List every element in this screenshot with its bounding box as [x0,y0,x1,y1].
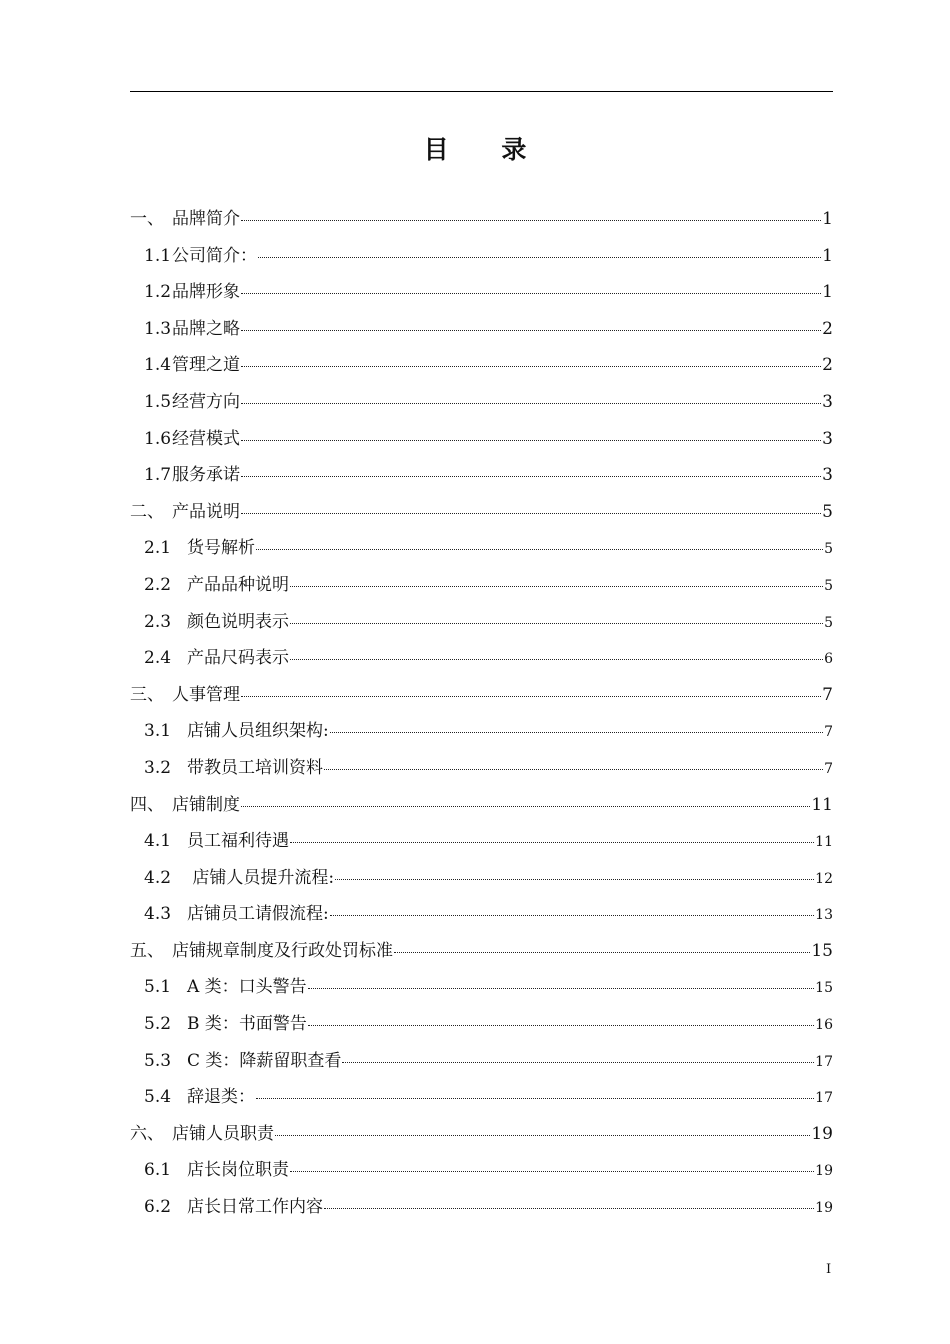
header-rule [130,91,833,92]
toc-entry-number: 6.1 [144,1160,172,1181]
toc-entry-label: C 类：降薪留职查看 [187,1050,342,1071]
toc-entry-page: 19 [815,1200,833,1217]
toc-entry-label: 颜色说明表示 [187,611,289,632]
toc-entry[interactable] [130,241,833,278]
toc-entry-label: 产品尺码表示 [187,648,289,669]
toc-leader-dots [256,549,823,550]
toc-entry-page: 6 [824,651,833,668]
toc-leader-dots [394,952,810,953]
toc-entry-page: 11 [815,834,833,851]
toc-entry[interactable] [130,460,833,497]
footer-page-number: I [826,1262,832,1277]
toc-entry[interactable] [130,497,833,534]
toc-entry-number: 4.1 [144,831,172,852]
toc-leader-dots [256,1098,814,1099]
toc-entry-label: 带教员工培训资料 [187,757,323,778]
toc-entry-page: 16 [815,1017,833,1034]
toc-leader-dots [290,659,823,660]
toc-entry-number: 1.5 [144,391,172,412]
toc-entry-page: 5 [824,541,833,558]
toc-entry[interactable] [130,826,833,863]
page-title: 目 录 [423,135,549,164]
toc-leader-dots [290,1171,814,1172]
toc-leader-dots [241,806,810,807]
toc-entry[interactable] [130,314,833,351]
toc-leader-dots [241,696,821,697]
toc-entry[interactable] [130,643,833,680]
toc-entry[interactable] [130,1046,833,1083]
toc-entry[interactable] [130,1119,833,1156]
toc-entry[interactable] [130,277,833,314]
toc-entry[interactable] [130,753,833,790]
toc-entry-page: 5 [822,501,833,522]
toc-entry-number: 1.7 [144,465,172,486]
toc-entry-number: 二、 [130,501,164,522]
toc-entry[interactable] [130,1082,833,1119]
toc-leader-dots [330,732,823,733]
toc-leader-dots [324,1208,814,1209]
toc-entry-label: 经营方向 [172,391,240,412]
toc-entry[interactable] [130,387,833,424]
toc-entry[interactable] [130,972,833,1009]
toc-leader-dots [275,1135,810,1136]
toc-entry-number: 5.3 [144,1050,172,1071]
toc-entry-number: 五、 [130,940,164,961]
toc-entry-number: 1.3 [144,318,172,339]
toc-entry-label: 品牌之略 [172,318,240,339]
toc-entry[interactable] [130,607,833,644]
toc-entry-page: 19 [811,1123,833,1144]
toc-entry-number: 2.3 [144,611,172,632]
toc-entry-label: B 类：书面警告 [187,1014,307,1035]
toc-leader-dots [241,366,821,367]
toc-entry-page: 3 [822,465,833,486]
toc-entry-number: 2.2 [144,574,172,595]
toc-entry-number: 三、 [130,684,164,705]
toc-entry[interactable] [130,899,833,936]
toc-entry-page: 5 [824,614,833,631]
toc-entry-label: 品牌简介 [172,209,240,229]
toc-entry-number: 4.2 [144,867,172,888]
toc-entry[interactable] [130,936,833,973]
toc-entry-page: 13 [815,907,833,924]
toc-entry-label: 店长岗位职责 [187,1160,289,1181]
toc-leader-dots [241,330,821,331]
toc-entry-page: 15 [815,980,833,997]
toc-entry-label: 员工福利待遇 [187,831,289,852]
toc-entry-number: 4.3 [144,904,172,925]
toc-leader-dots [308,1025,814,1026]
toc-entry[interactable] [130,1192,833,1229]
toc-entry-number: 1.2 [144,282,172,303]
toc-entry[interactable] [130,1155,833,1192]
toc-entry-number: 5.2 [144,1014,172,1035]
toc-entry-number: 一、 [130,209,164,229]
toc-entry-page: 1 [822,209,833,229]
toc-leader-dots [290,586,823,587]
toc-entry-page: 1 [822,282,833,303]
toc-leader-dots [241,293,821,294]
toc-entry[interactable] [130,570,833,607]
toc-leader-dots [342,1062,814,1063]
toc-leader-dots [290,623,823,624]
toc-entry-number: 3.1 [144,721,172,742]
toc-entry-number: 1.1 [144,245,172,266]
toc-entry-label: 产品品种说明 [187,574,289,595]
toc-entry-number: 1.6 [144,428,172,449]
toc-leader-dots [324,769,823,770]
toc-leader-dots [330,915,814,916]
toc-entry[interactable] [130,204,833,241]
toc-leader-dots [241,220,821,221]
toc-entry-label: A 类：口头警告 [187,977,307,998]
toc-entry-number: 3.2 [144,757,172,778]
toc-entry-label: 店铺人员组织架构: [187,721,329,742]
toc-entry-label: 店铺制度 [172,794,240,815]
toc-entry-page: 7 [824,724,833,741]
toc-entry-number: 5.4 [144,1087,172,1108]
toc-leader-dots [241,403,821,404]
toc-leader-dots [241,513,821,514]
toc-entry-page: 15 [811,940,833,961]
toc-leader-dots [241,476,821,477]
toc-entry-number: 6.2 [144,1197,172,1218]
toc-entry-page: 5 [824,577,833,594]
toc-entry-label: 店铺人员提升流程: [187,867,335,888]
toc-entry-label: 货号解析 [187,538,255,559]
toc-entry-label: 店长日常工作内容 [187,1197,323,1218]
toc-entry-label: 经营模式 [172,428,240,449]
toc-entry[interactable] [130,716,833,753]
toc-entry-page: 2 [822,318,833,339]
toc-entry-number: 四、 [130,794,164,815]
toc-entry-number: 2.4 [144,648,172,669]
toc-entry-page: 3 [822,428,833,449]
toc-entry-label: 店铺员工请假流程: [187,904,329,925]
toc-entry-page: 7 [824,760,833,777]
toc-entry-page: 1 [822,245,833,266]
table-of-contents [130,204,833,1229]
toc-entry[interactable] [130,1009,833,1046]
toc-leader-dots [290,842,814,843]
toc-entry-label: 辞退类： [187,1087,255,1108]
toc-entry[interactable] [130,680,833,717]
toc-leader-dots [241,440,821,441]
toc-entry[interactable] [130,790,833,827]
toc-entry-number: 2.1 [144,538,172,559]
toc-entry[interactable] [130,863,833,900]
toc-entry-page: 12 [815,870,833,887]
toc-entry-label: 服务承诺 [172,465,240,486]
toc-entry[interactable] [130,533,833,570]
toc-entry-page: 11 [811,794,833,815]
toc-entry-number: 六、 [130,1123,164,1144]
toc-entry-label: 人事管理 [172,684,240,705]
toc-entry-page: 7 [822,684,833,705]
toc-entry-number: 5.1 [144,977,172,998]
toc-entry-label: 管理之道 [172,355,240,376]
toc-entry-page: 17 [815,1053,833,1070]
toc-entry-label: 店铺规章制度及行政处罚标准 [172,940,393,961]
toc-entry-label: 产品说明 [172,501,240,522]
toc-entry-page: 2 [822,355,833,376]
toc-entry-label: 品牌形象 [172,282,240,303]
toc-entry[interactable] [130,424,833,461]
toc-leader-dots [308,988,814,989]
toc-entry-label: 店铺人员职责 [172,1123,274,1144]
toc-entry-number: 1.4 [144,355,172,376]
toc-leader-dots [335,879,814,880]
toc-entry-page: 3 [822,391,833,412]
toc-leader-dots [258,257,821,258]
toc-entry[interactable] [130,350,833,387]
toc-entry-page: 17 [815,1090,833,1107]
toc-entry-label: 公司简介： [172,245,257,266]
toc-entry-page: 19 [815,1163,833,1180]
